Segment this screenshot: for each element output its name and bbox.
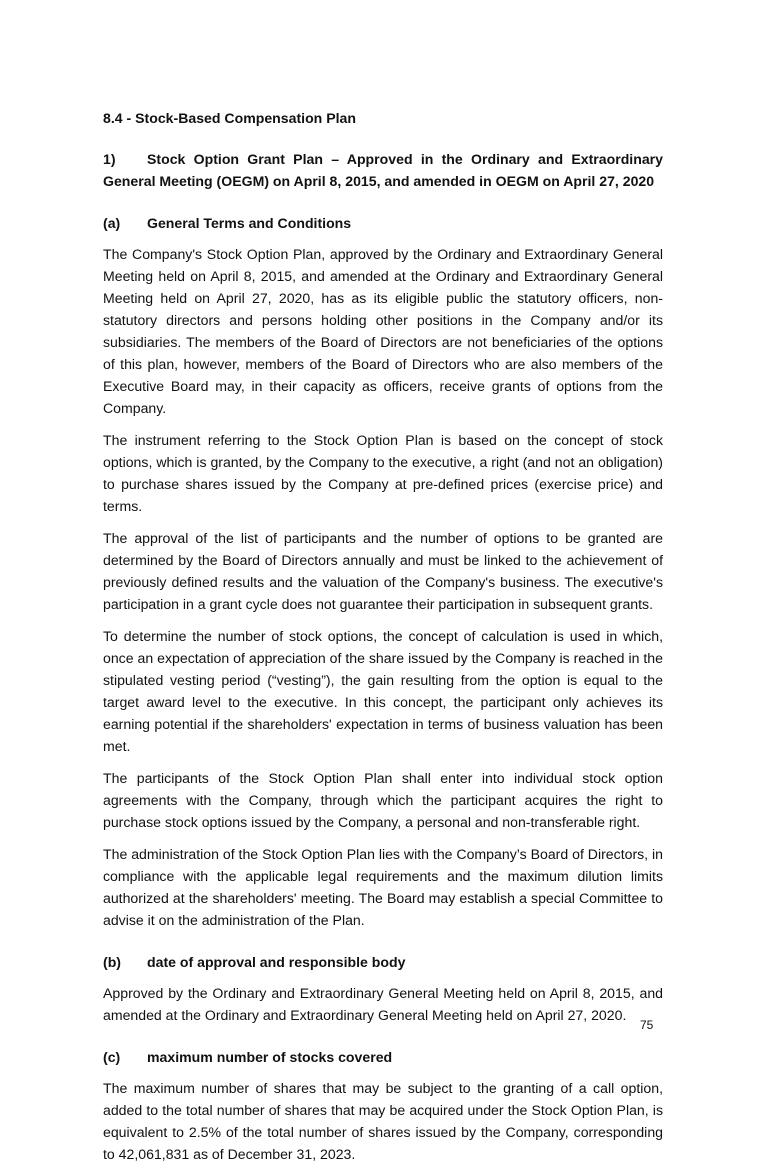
subsection-label: (a) xyxy=(103,215,121,231)
paragraph: The administration of the Stock Option Plan lies with the Company’s Board of Directors, in compliance with the applicable legal requirements and the maximum dilution limits authorized at the shareholders' meeting. The Board may establish a special Committee to advise it on the administration of the Plan. xyxy=(103,846,663,928)
paragraph: The approval of the list of participants and the number of options to be granted are determined by the Board of Directors annually and must be linked to the achievement of previously defined results and the valuation of the Company's business. The executive's participation in a grant cycle does not guarantee their participation in subsequent grants. xyxy=(103,530,663,612)
subsection-title: date of approval and responsible body xyxy=(147,954,406,970)
plan-heading-text: Stock Option Grant Plan – Approved in the Ordinary and Extraordinary General Meeting (OEGM) on April 8, 2015, and amended in OEGM on April 27, 2020 xyxy=(103,151,663,189)
subsection-title: General Terms and Conditions xyxy=(147,215,352,231)
paragraph: The Company's Stock Option Plan, approved by the Ordinary and Extraordinary General Meeting held on April 8, 2015, and amended at the Ordinary and Extraordinary General Meeting held on April 27, 2020, has as its eligible public the statutory officers, non-statutory directors and persons holding other positions in the Company and/or its subsidiaries. The members of the Board of Directors are not beneficiaries of the options of this plan, however, members of the Board of Directors who are also members of the Executive Board may, in their capacity as officers, receive grants of options from the Company. xyxy=(103,246,663,416)
paragraph: To determine the number of stock options, the concept of calculation is used in which, once an expectation of appreciation of the share issued by the Company is reached in the stipulated vesting period (“vesting”), the gain resulting from the option is equal to the target award level to the executive. In this concept, the participant only achieves its earning potential if the shareholders' expectation in terms of business valuation has been met. xyxy=(103,628,663,754)
plan-heading xyxy=(103,148,663,192)
paragraph: The participants of the Stock Option Plan shall enter into individual stock option agreements with the Company, through which the participant acquires the right to purchase stock options issued by the Company, a personal and non-transferable right. xyxy=(103,770,663,830)
subsection-label: (c) xyxy=(103,1049,121,1065)
plan-heading-number: 1) xyxy=(103,151,116,167)
page-number: 75 xyxy=(640,1018,654,1032)
subsection-a-heading xyxy=(103,212,663,234)
section-title: 8.4 - Stock-Based Compensation Plan xyxy=(103,110,356,126)
paragraph: Approved by the Ordinary and Extraordinary General Meeting held on April 8, 2015, and amended at the Ordinary and Extraordinary General Meeting held on April 27, 2020. xyxy=(103,985,663,1023)
subsection-b-heading xyxy=(103,951,663,973)
paragraph: The maximum number of shares that may be subject to the granting of a call option, added to the total number of shares that may be acquired under the Stock Option Plan, is equivalent to 2.5% of the total number of shares issued by the Company, corresponding to 42,061,831 as of December 31, 2023. xyxy=(103,1080,663,1162)
paragraph: The instrument referring to the Stock Option Plan is based on the concept of stock options, which is granted, by the Company to the executive, a right (and not an obligation) to purchase shares issued by the Company at pre-defined prices (exercise price) and terms. xyxy=(103,432,663,514)
subsection-label: (b) xyxy=(103,954,121,970)
subsection-c-heading xyxy=(103,1046,663,1068)
page-body xyxy=(103,107,663,1175)
subsection-title: maximum number of stocks covered xyxy=(147,1049,393,1065)
